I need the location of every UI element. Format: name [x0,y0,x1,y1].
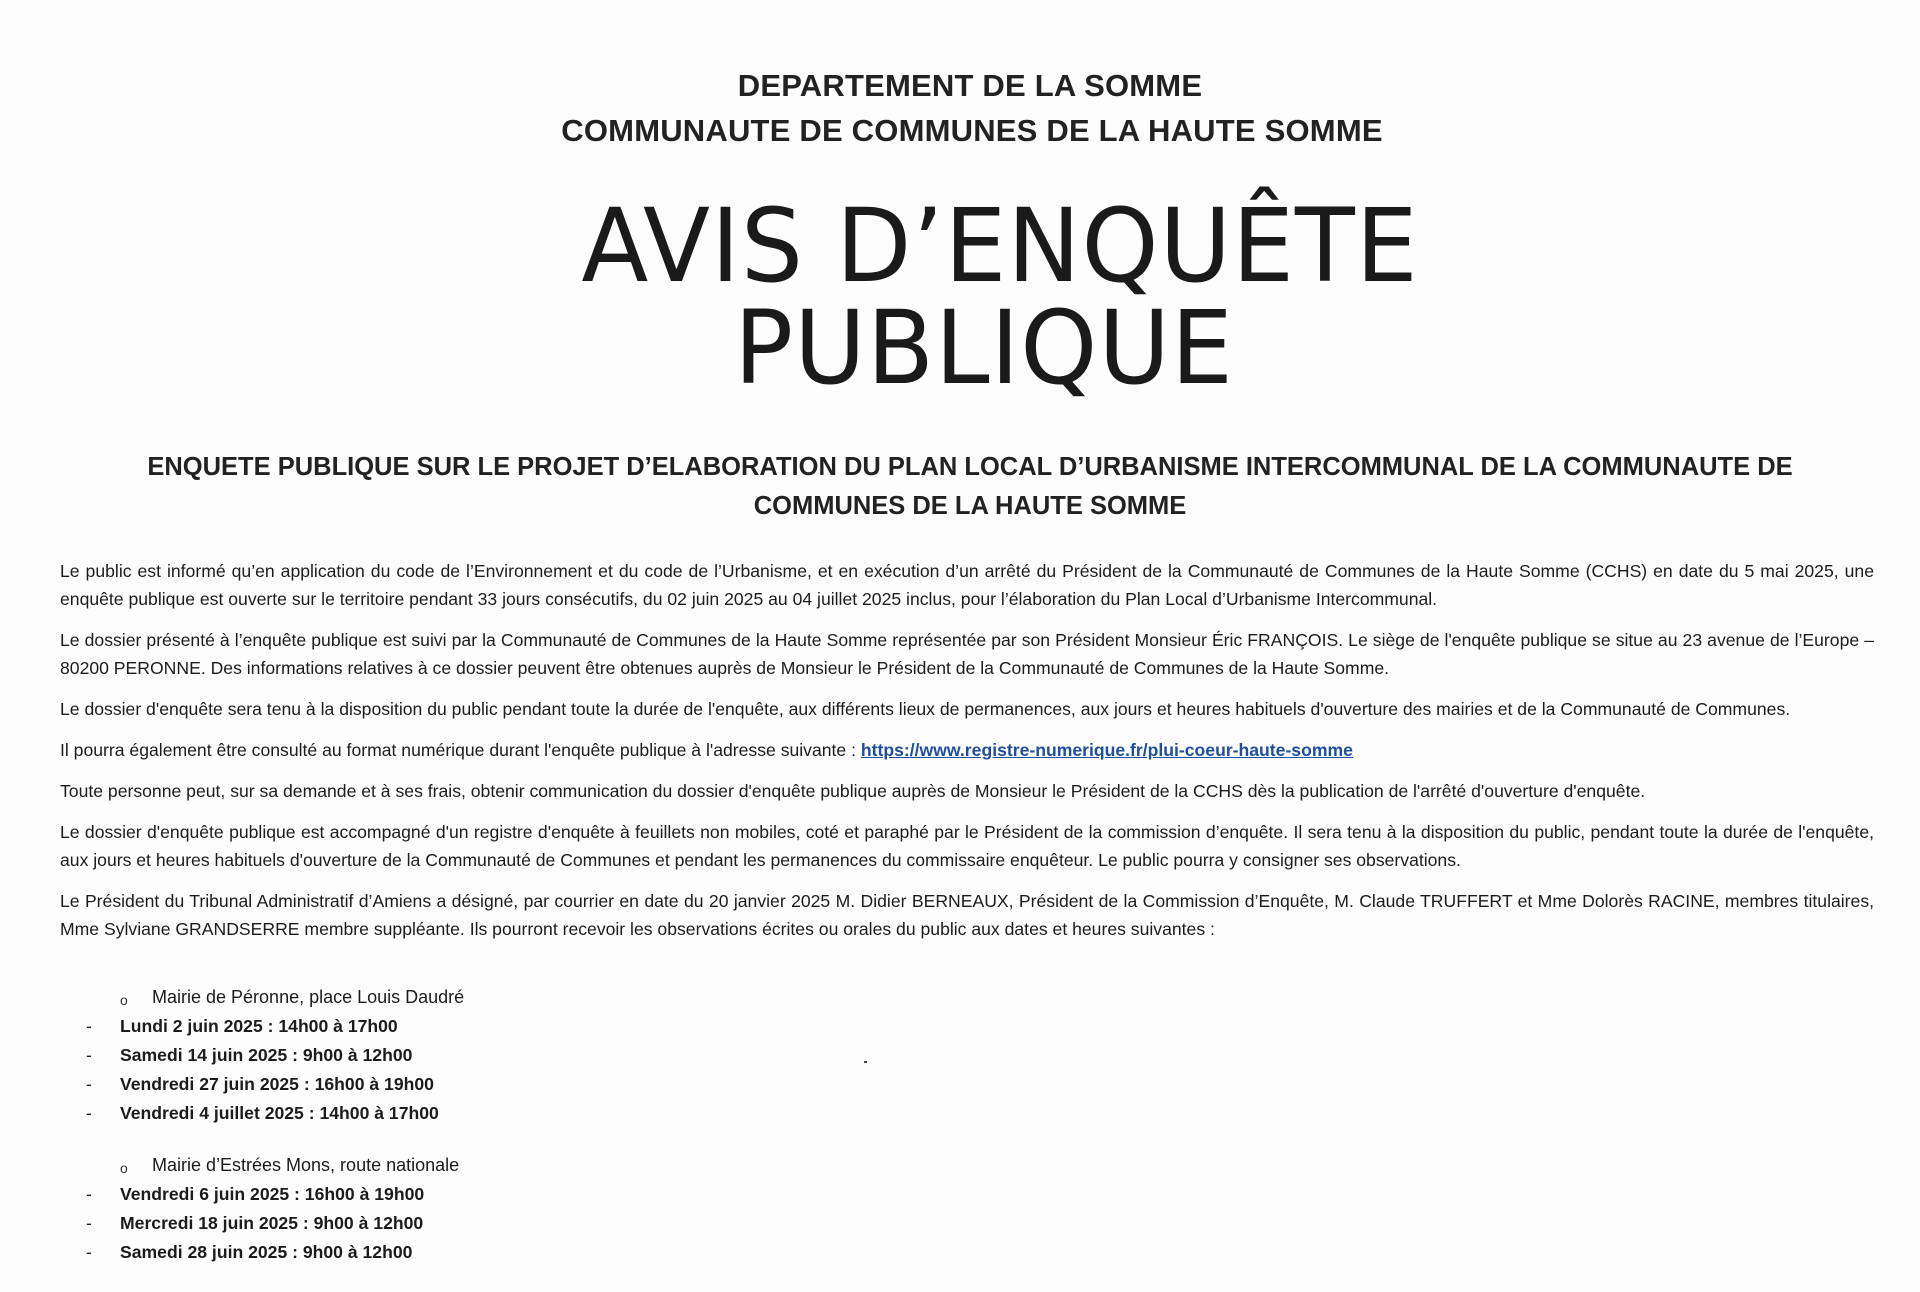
permanence-place: Mairie d’Estrées Mons, route nationale [152,1155,460,1175]
paragraph-registry: Le dossier d'enquête publique est accompagné d'un registre d'enquête à feuillets non mobiles, coté et paraphé par le Président de la commission d’enquête. Il sera tenu à la disposition du public, pendant toute la durée de l'enquête, aux jours et heures habituels d'ouverture de la Communauté de Communes et pendant les permanences du commissaire enquêteur. Le public pourra y consigner ses observations. [60,822,1874,870]
permanence-slot [0,1099,700,1128]
community-heading: COMMUNAUTE DE COMMUNES DE LA HAUTE SOMME [561,113,1383,148]
dash-bullet-icon: - [86,1213,92,1233]
circle-bullet-icon: o [120,1160,128,1176]
permanence-slot [0,1238,700,1267]
registry-link[interactable]: https://www.registre-numerique.fr/plui-coeur-haute-somme [860,740,1353,760]
notice-body [60,557,1874,956]
dash-bullet-icon: - [86,1045,92,1065]
paragraph-dossier-availability: Le dossier d'enquête sera tenu à la disposition du public pendant toute la durée de l'enquête, aux différents lieux de permanences, aux jours et heures habituels d'ouverture des mairies et de la Communauté de Communes. [60,699,1791,719]
dash-bullet-icon: - [86,1016,92,1036]
department-heading: DEPARTEMENT DE LA SOMME [737,68,1203,103]
permanence-block-peronne [0,983,700,1128]
permanence-slot [0,1209,700,1238]
permanence-block-estrees-mons [0,1151,700,1267]
circle-bullet-icon: o [120,992,128,1008]
permanence-place: Mairie de Péronne, place Louis Daudré [152,987,465,1007]
dash-bullet-icon: - [86,1184,92,1204]
permanence-location [0,983,700,1012]
slot-text: Lundi 2 juin 2025 : 14h00 à 17h00 [120,1016,398,1036]
permanence-location [0,1151,700,1180]
slot-text: Vendredi 4 juillet 2025 : 14h00 à 17h00 [120,1103,439,1123]
dash-bullet-icon: - [86,1103,92,1123]
notice-title-line1: AVIS D’ENQUÊTE [581,187,1419,306]
notice-title-line2: PUBLIQUE [734,289,1234,408]
permanence-slot [0,1041,700,1070]
paragraph-dossier-follow-up: Le dossier présenté à l’enquête publique est suivi par la Communauté de Communes de la Haute Somme représentée par son Président Monsieur Éric FRANÇOIS. Le siège de l'enquête publique se situe au 23 avenue de l’Europe – 80200 PERONNE. Des informations relatives à ce dossier peuvent être obtenues auprès de Monsieur le Président de la Communauté de Communes de la Haute Somme. [60,630,1874,678]
scan-speck [864,1061,867,1063]
slot-text: Mercredi 18 juin 2025 : 9h00 à 12h00 [120,1213,424,1233]
slot-text: Vendredi 6 juin 2025 : 16h00 à 19h00 [120,1184,425,1204]
slot-text: Samedi 14 juin 2025 : 9h00 à 12h00 [120,1045,413,1065]
slot-text: Vendredi 27 juin 2025 : 16h00 à 19h00 [120,1074,434,1094]
permanence-slot [0,1070,700,1099]
paragraph-information: Le public est informé qu’en application du code de l’Environnement et du code de l’Urbanisme, et en exécution d’un arrêté du Président de la Communauté de Communes de la Haute Somme (CCHS) en date du 5 mai 2025, une enquête publique est ouverte sur le territoire pendant 33 jours consécutifs, du 02 juin 2025 au 04 juillet 2025 inclus, pour l’élaboration du Plan Local d’Urbanisme Intercommunal. [60,561,1874,609]
paragraph-digital-access [60,736,1874,764]
slot-text: Samedi 28 juin 2025 : 9h00 à 12h00 [120,1242,413,1262]
paragraph-communication: Toute personne peut, sur sa demande et à ses frais, obtenir communication du dossier d'enquête publique auprès de Monsieur le Président de la CCHS dès la publication de l'arrêté d'ouverture d'enquête. [60,781,1646,801]
dash-bullet-icon: - [86,1242,92,1262]
inquiry-subject: ENQUETE PUBLIQUE SUR LE PROJET D’ELABORATION DU PLAN LOCAL D’URBANISME INTERCOMMUNAL DE LA COMMUNAUTE DE COMMUNES DE LA HAUTE SOMME [147,453,1793,520]
permanence-slot [0,1012,700,1041]
permanence-slot [0,1180,700,1209]
paragraph-commission: Le Président du Tribunal Administratif d’Amiens a désigné, par courrier en date du 20 janvier 2025 M. Didier BERNEAUX, Président de la Commission d’Enquête, M. Claude TRUFFERT et Mme Dolorès RACINE, membres titulaires, Mme Sylviane GRANDSERRE membre suppléante. Ils pourront recevoir les observations écrites ou orales du public aux dates et heures suivantes : [60,891,1874,939]
digital-access-text: Il pourra également être consulté au format numérique durant l'enquête publique à l'adresse suivante : [60,740,861,760]
dash-bullet-icon: - [86,1074,92,1094]
